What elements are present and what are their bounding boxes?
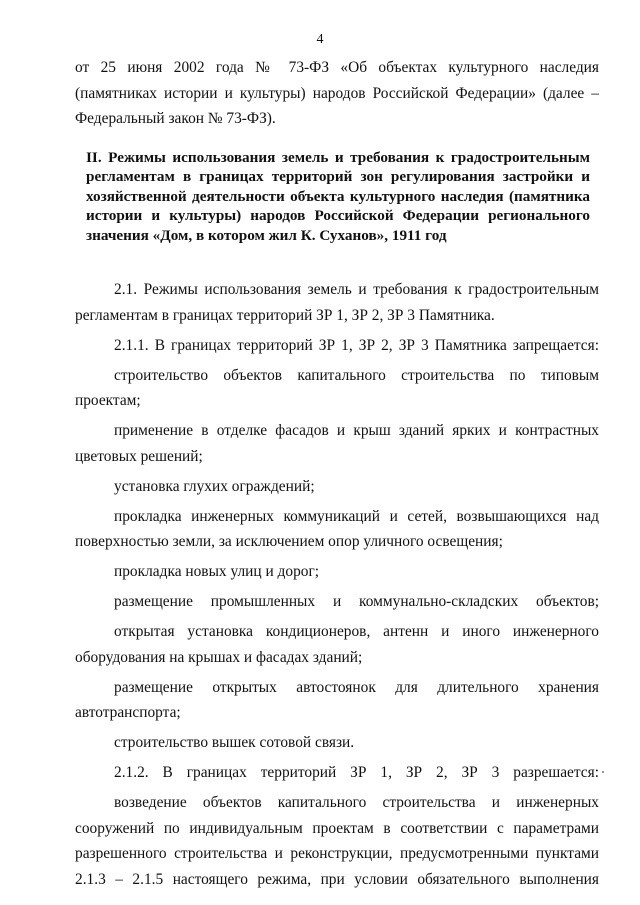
paragraph-2-1: 2.1. Режимы использования земель и требования к градостроительным регламентам в границах территорий ЗР 1, ЗР 2, ЗР 3 Памятника.: [75, 281, 599, 324]
prohibited-item: установка глухих ограждений;: [114, 477, 315, 495]
prohibited-item: прокладка новых улиц и дорог;: [114, 563, 320, 580]
prohibited-item: размещение промышленных и коммунально-складских объектов;: [114, 593, 599, 610]
document-body: [75, 277, 599, 897]
permitted-item: возведение объектов капитального строительства и инженерных сооружений по индивидуальным проектам в соответствии с параметрами разрешенного строительства и реконструкции, предусмотренными пунктами 2.1.3 – 2.1.5 настоящего режима, при условии обязательного выполнения: [75, 794, 599, 888]
prohibited-item: строительство вышек сотовой связи.: [114, 734, 355, 751]
prohibited-item: применение в отделке фасадов и крыш зданий ярких и контрастных цветовых решений;: [75, 422, 599, 465]
prohibited-item: размещение открытых автостоянок для длительного хранения автотранспорта;: [75, 678, 599, 721]
intro-paragraph: от 25 июня 2002 года № 73-ФЗ «Об объектах культурного наследия (памятниках истории и культуры) народов Российской Федерации» (далее – Федеральный закон № 73-ФЗ).: [75, 59, 599, 127]
prohibited-item: открытая установка кондиционеров, антенн и иного инженерного оборудования на крышах и фасадах зданий;: [75, 623, 599, 666]
page-number: 4: [316, 32, 324, 47]
prohibited-item: строительство объектов капитального строительства по типовым проектам;: [75, 366, 599, 409]
scan-mark: [602, 771, 604, 773]
paragraph-2-1-2: 2.1.2. В границах территорий ЗР 1, ЗР 2, ЗР 3 разрешается:: [114, 764, 599, 781]
paragraph-2-1-1: 2.1.1. В границах территорий ЗР 1, ЗР 2, ЗР 3 Памятника запрещается:: [114, 336, 599, 354]
section-heading: II. Режимы использования земель и требования к градостроительным регламентам в границах территорий зон регулирования застройки и хозяйственной деятельности объекта культурного наследия (памятника истории и культуры) народов Российской Федерации регионального значения «Дом, в котором жил К. Суханов», 1911 год: [86, 149, 590, 244]
prohibited-item: прокладка инженерных коммуникаций и сетей, возвышающихся над поверхностью земли, за исключением опор уличного освещения;: [75, 507, 599, 550]
